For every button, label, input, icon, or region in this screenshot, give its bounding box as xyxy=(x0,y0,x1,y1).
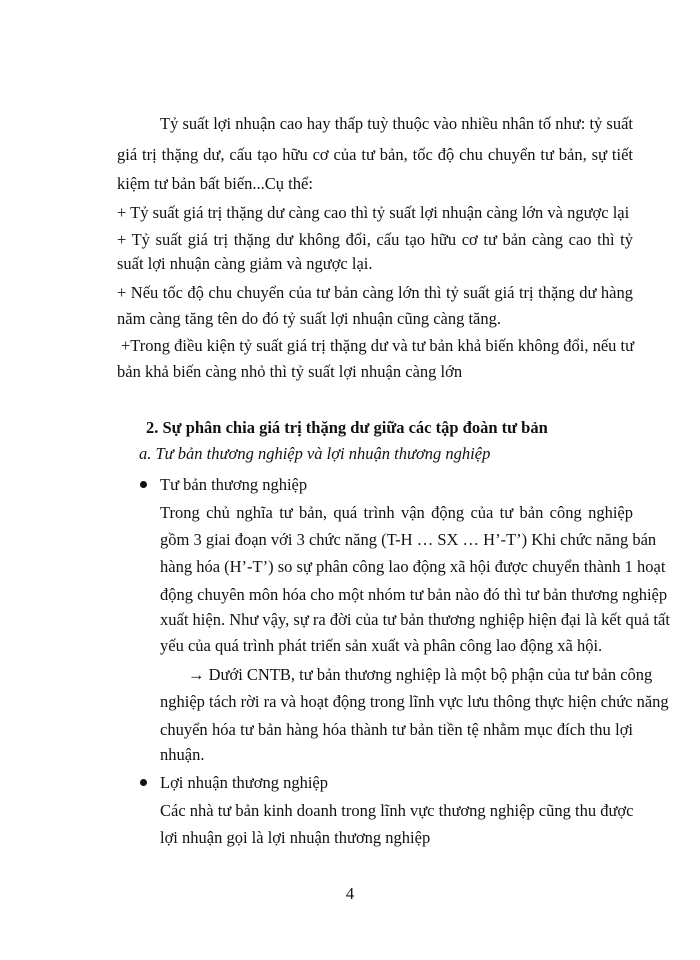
paragraph-1-line-1: Tỷ suất lợi nhuận cao hay thấp tuỳ thuộc vào nhiều nhân tố như: tỷ suất xyxy=(160,114,633,133)
factor-item-4-line-1: +Trong điều kiện tỷ suất giá trị thặng dư và tư bản khả biến không đổi, nếu tư xyxy=(121,336,635,355)
factor-item-3-line-2: năm càng tăng tên do đó tỷ suất lợi nhuận cũng càng tăng. xyxy=(117,309,502,328)
paragraph-3-line-1: → Dưới CNTB, tư bản thương nghiệp là một bộ phận của tư bản công xyxy=(188,665,653,684)
section-heading: 2. Sự phân chia giá trị thặng dư giữa các tập đoàn tư bản xyxy=(146,418,548,437)
bullet-2-label: Lợi nhuận thương nghiệp xyxy=(160,773,328,792)
page-number: 4 xyxy=(345,884,355,903)
paragraph-2-line-6: yếu của quá trình phát triển sản xuất và phân công lao động xã hội. xyxy=(160,636,603,655)
paragraph-2-line-3: hàng hóa (H’-T’) so sự phân công lao động xã hội được chuyển thành 1 hoạt xyxy=(160,557,666,576)
paragraph-2-line-1: Trong chủ nghĩa tư bản, quá trình vận động của tư bản công nghiệp xyxy=(160,503,633,522)
factor-item-4-line-2: bản khả biến càng nhỏ thì tỷ suất lợi nhuận càng lớn xyxy=(117,362,463,381)
factor-item-1: + Tỷ suất giá trị thặng dư càng cao thì tỷ suất lợi nhuận càng lớn và ngược lại xyxy=(117,203,630,222)
bullet-1-label: Tư bản thương nghiệp xyxy=(160,475,308,494)
bullet-icon xyxy=(140,481,147,488)
paragraph-4-line-1: Các nhà tư bản kinh doanh trong lĩnh vực thương nghiệp cũng thu được xyxy=(160,801,634,820)
paragraph-2-line-2: gồm 3 giai đoạn với 3 chức năng (T-H … SX … H’-T’) Khi chức năng bán xyxy=(160,530,657,549)
factor-item-3-line-1: + Nếu tốc độ chu chuyển của tư bản càng lớn thì tỷ suất giá trị thặng dư hàng xyxy=(117,283,633,302)
paragraph-3-line-3: chuyển hóa tư bản hàng hóa thành tư bản tiền tệ nhằm mục đích thu lợi xyxy=(160,720,633,739)
factor-item-2-line-1: + Tỷ suất giá trị thặng dư không đổi, cấu tạo hữu cơ tư bản càng cao thì tỷ xyxy=(117,230,633,249)
subsection-a-heading: a. Tư bản thương nghiệp và lợi nhuận thương nghiệp xyxy=(139,444,491,463)
factor-item-2-line-2: suất lợi nhuận càng giảm và ngược lại. xyxy=(117,254,373,273)
paragraph-2-line-5: xuất hiện. Như vậy, sự ra đời của tư bản thương nghiệp hiện đại là kết quả tất xyxy=(160,610,670,629)
paragraph-3-line-4: nhuận. xyxy=(160,745,205,764)
paragraph-1-line-2: giá trị thặng dư, cấu tạo hữu cơ của tư bản, tốc độ chu chuyển tư bản, sự tiết xyxy=(117,145,633,164)
paragraph-3-line-2: nghiệp tách rời ra và hoạt động trong lĩnh vực lưu thông thực hiện chức năng xyxy=(160,692,669,711)
bullet-icon xyxy=(140,779,147,786)
paragraph-1-line-3: kiệm tư bản bất biến...Cụ thể: xyxy=(117,174,313,193)
paragraph-4-line-2: lợi nhuận gọi là lợi nhuận thương nghiệp xyxy=(160,828,431,847)
paragraph-2-line-4: động chuyên môn hóa cho một nhóm tư bản nào đó thì tư bản thương nghiệp xyxy=(160,585,668,604)
